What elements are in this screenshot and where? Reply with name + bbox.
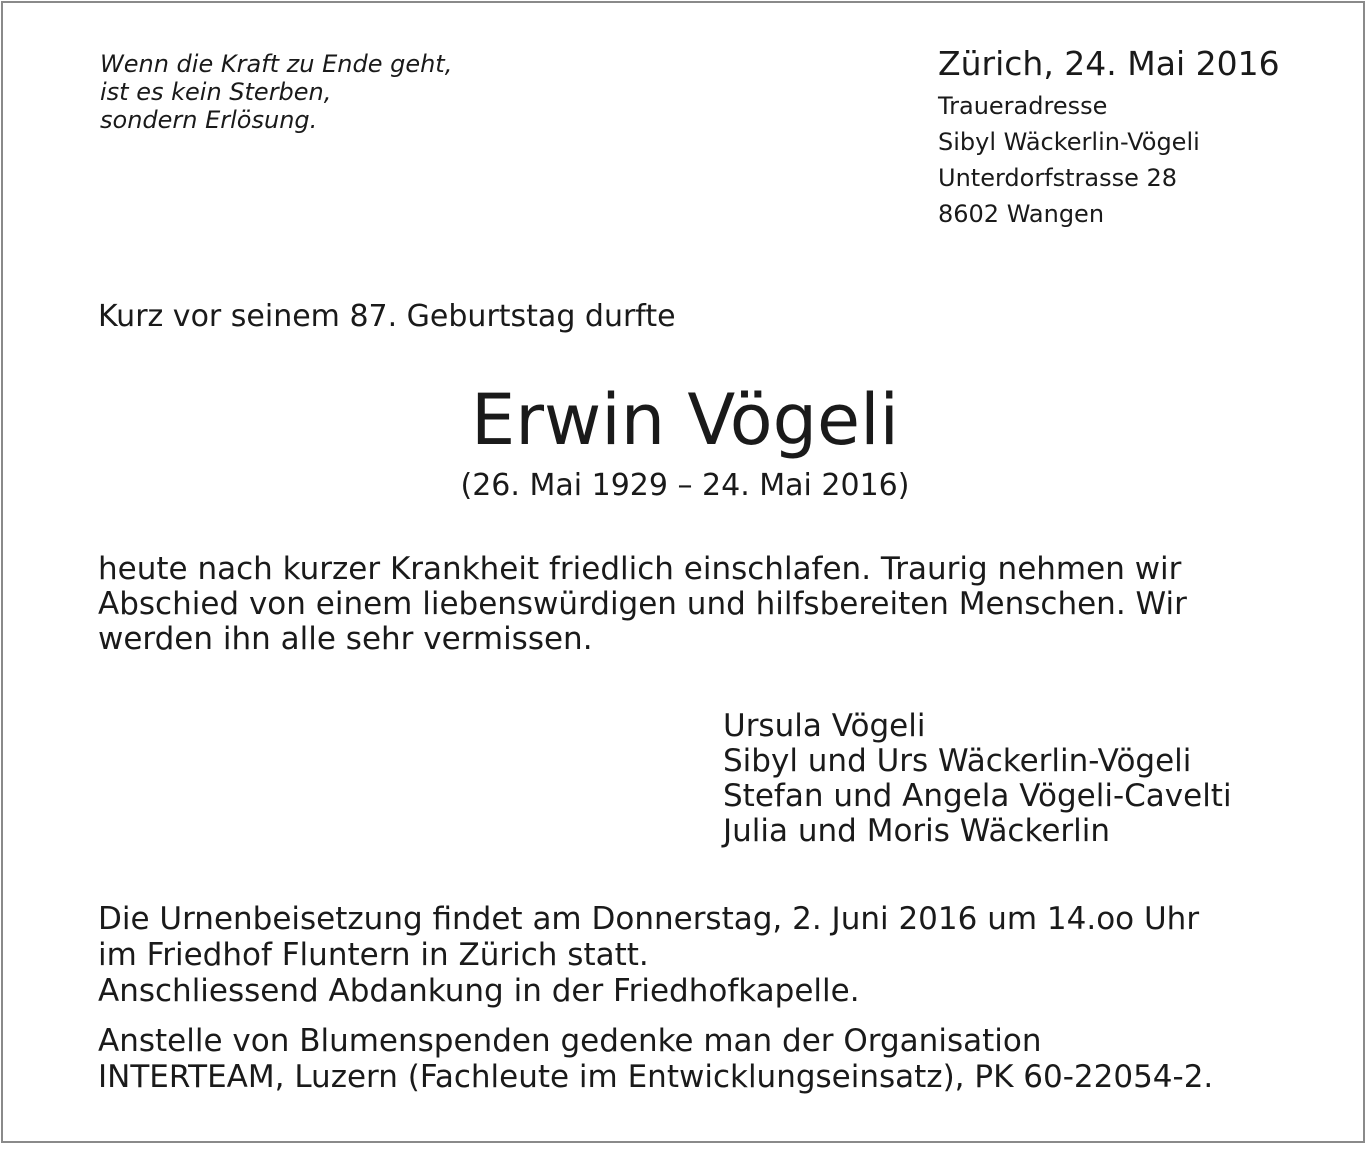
- life-dates: (26. Mai 1929 – 24. Mai 2016): [460, 468, 910, 503]
- text-line: INTERTEAM, Luzern (Fachleute im Entwicklungseinsatz), PK 60-22054-2.: [98, 1059, 1214, 1095]
- text-line: im Friedhof Fluntern in Zürich statt.: [98, 937, 649, 973]
- service-info: [98, 901, 1199, 1009]
- motto-line: sondern Erlösung.: [100, 106, 318, 134]
- motto-line: ist es kein Sterben,: [100, 78, 332, 106]
- intro-text: Kurz vor seinem 87. Geburtstag durfte: [98, 299, 676, 334]
- donation-info: [98, 1023, 1213, 1095]
- motto-quote: [100, 50, 452, 134]
- mourners-list: [723, 709, 1232, 849]
- text-line: Anschliessend Abdankung in der Friedhofkapelle.: [98, 973, 860, 1009]
- place-date: Zürich, 24. Mai 2016: [938, 44, 1280, 83]
- motto-line: Wenn die Kraft zu Ende geht,: [100, 50, 453, 78]
- address-label: Traueradresse: [938, 92, 1108, 120]
- mourner-name: Julia und Moris Wäckerlin: [723, 813, 1111, 849]
- mourning-address: [938, 88, 1200, 232]
- text-line: Die Urnenbeisetzung findet am Donnerstag, 2. Juni 2016 um 14.oo Uhr: [98, 901, 1200, 937]
- text-line: Abschied von einem liebenswürdigen und hilfsbereiten Menschen. Wir: [98, 586, 1187, 622]
- text-line: heute nach kurzer Krankheit friedlich einschlafen. Traurig nehmen wir: [98, 551, 1182, 587]
- address-name: Sibyl Wäckerlin-Vögeli: [938, 128, 1200, 156]
- mourner-name: Sibyl und Urs Wäckerlin-Vögeli: [723, 743, 1192, 779]
- address-city: 8602 Wangen: [938, 200, 1105, 228]
- mourner-name: Ursula Vögeli: [723, 708, 926, 744]
- text-line: werden ihn alle sehr vermissen.: [98, 621, 593, 657]
- text-line: Anstelle von Blumenspenden gedenke man der Organisation: [98, 1023, 1042, 1059]
- deceased-name: Erwin Vögeli: [471, 379, 899, 461]
- address-street: Unterdorfstrasse 28: [938, 164, 1178, 192]
- announcement-text: [98, 552, 1187, 657]
- mourner-name: Stefan und Angela Vögeli-Cavelti: [723, 778, 1232, 814]
